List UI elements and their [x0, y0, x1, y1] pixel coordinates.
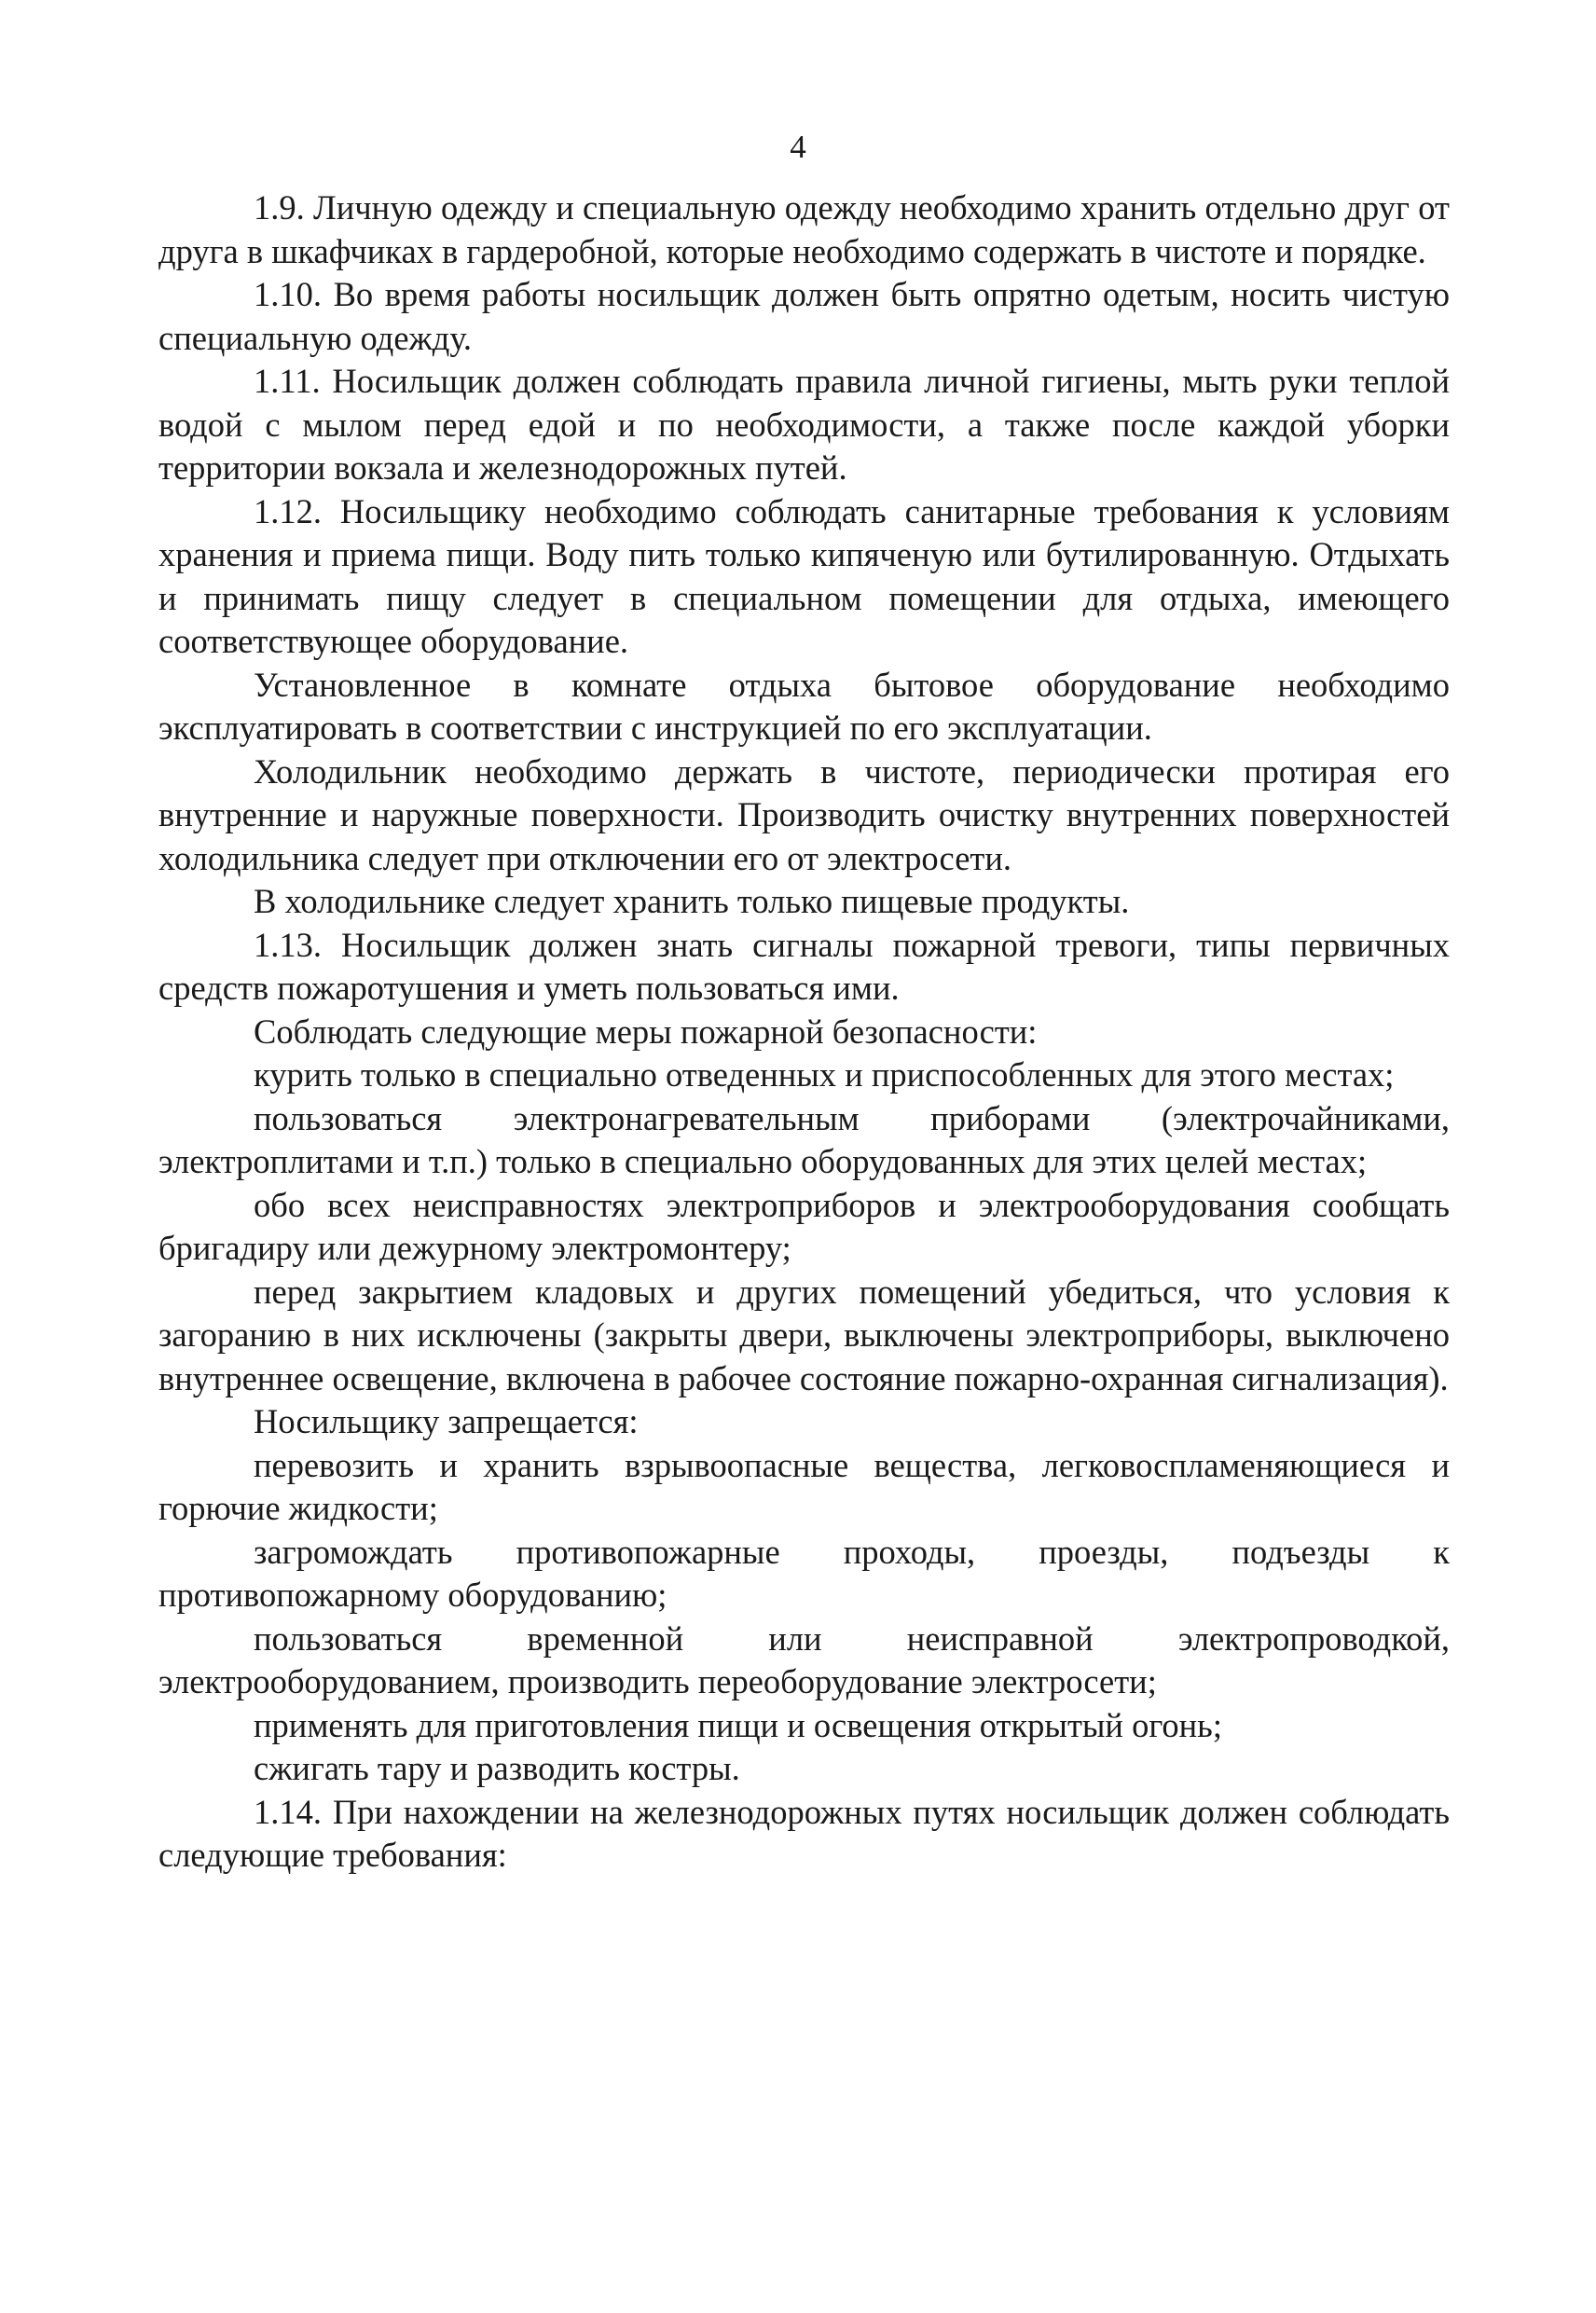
paragraph-1-12: 1.12. Носильщику необходимо соблюдать санитарные требования к условиям хранения и приема пищи. Воду пить только кипяченую или бутилированную. Отдыхать и принимать пищу следует в специальном помещении для отдыха, имеющего соответствующее оборудование. — [158, 491, 1450, 660]
paragraph-fire-safety-intro: Соблюдать следующие меры пожарной безопасности: — [254, 1012, 1038, 1051]
page-number: 4 — [790, 129, 806, 165]
paragraph-refrigerator-food: В холодильнике следует хранить только пищевые продукты. — [254, 882, 1130, 920]
paragraph-1-13: 1.13. Носильщик должен знать сигналы пожарной тревоги, типы первичных средств пожаротушения и уметь пользоваться ими. — [158, 925, 1450, 1007]
list-item-smoking: курить только в специально отведенных и приспособленных для этого местах; — [254, 1055, 1395, 1094]
list-item-open-fire: применять для приготовления пищи и освещения открытый огонь; — [254, 1705, 1222, 1744]
list-item-before-closing: перед закрытием кладовых и других помещений убедиться, что условия к загоранию в них исключены (закрыты двери, выключены электроприборы, выключено внутреннее освещение, включена в рабочее состояние пожарно-охранная сигнализация). — [158, 1272, 1450, 1397]
paragraph-1-10: 1.10. Во время работы носильщик должен быть опрятно одетым, носить чистую специальную одежду. — [158, 275, 1450, 357]
paragraph-1-9: 1.9. Личную одежду и специальную одежду необходимо хранить отдельно друг от друга в шкафчиках в гардеробной, которые необходимо содержать в чистоте и порядке. — [158, 188, 1450, 270]
paragraph-refrigerator-cleaning: Холодильник необходимо держать в чистоте, периодически протирая его внутренние и наружные поверхности. Производить очистку внутренних поверхностей холодильника следует при отключении его от электросети. — [158, 751, 1450, 877]
list-item-report-faults: обо всех неисправностях электроприборов и электрооборудования сообщать бригадиру или дежурному электромонтеру; — [158, 1185, 1450, 1267]
paragraph-prohibitions-intro: Носильщику запрещается: — [254, 1402, 639, 1440]
list-item-obstruct-passages: загромождать противопожарные проходы, проезды, подъезды к противопожарному оборудованию; — [158, 1532, 1450, 1614]
paragraph-rest-room-equipment: Установленное в комнате отдыха бытовое оборудование необходимо эксплуатировать в соответствии с инструкцией по его эксплуатации. — [158, 665, 1450, 747]
list-item-heating-devices: пользоваться электронагревательным приборами (электрочайниками, электроплитами и т.п.) только в специально оборудованных для этих целей местах; — [158, 1098, 1450, 1180]
list-item-burning: сжигать тару и разводить костры. — [254, 1749, 740, 1787]
document-body — [158, 186, 1450, 1878]
paragraph-1-14: 1.14. При нахождении на железнодорожных путях носильщик должен соблюдать следующие требования: — [158, 1792, 1450, 1874]
list-item-faulty-wiring: пользоваться временной или неисправной электропроводкой, электрооборудованием, производить переоборудование электросети; — [158, 1618, 1450, 1700]
paragraph-1-11: 1.11. Носильщик должен соблюдать правила личной гигиены, мыть руки теплой водой с мылом перед едой и по необходимости, а также после каждой уборки территории вокзала и железнодорожных путей. — [158, 362, 1450, 487]
list-item-explosives: перевозить и хранить взрывоопасные вещества, легковоспламеняющиеся и горючие жидкости; — [158, 1445, 1450, 1527]
